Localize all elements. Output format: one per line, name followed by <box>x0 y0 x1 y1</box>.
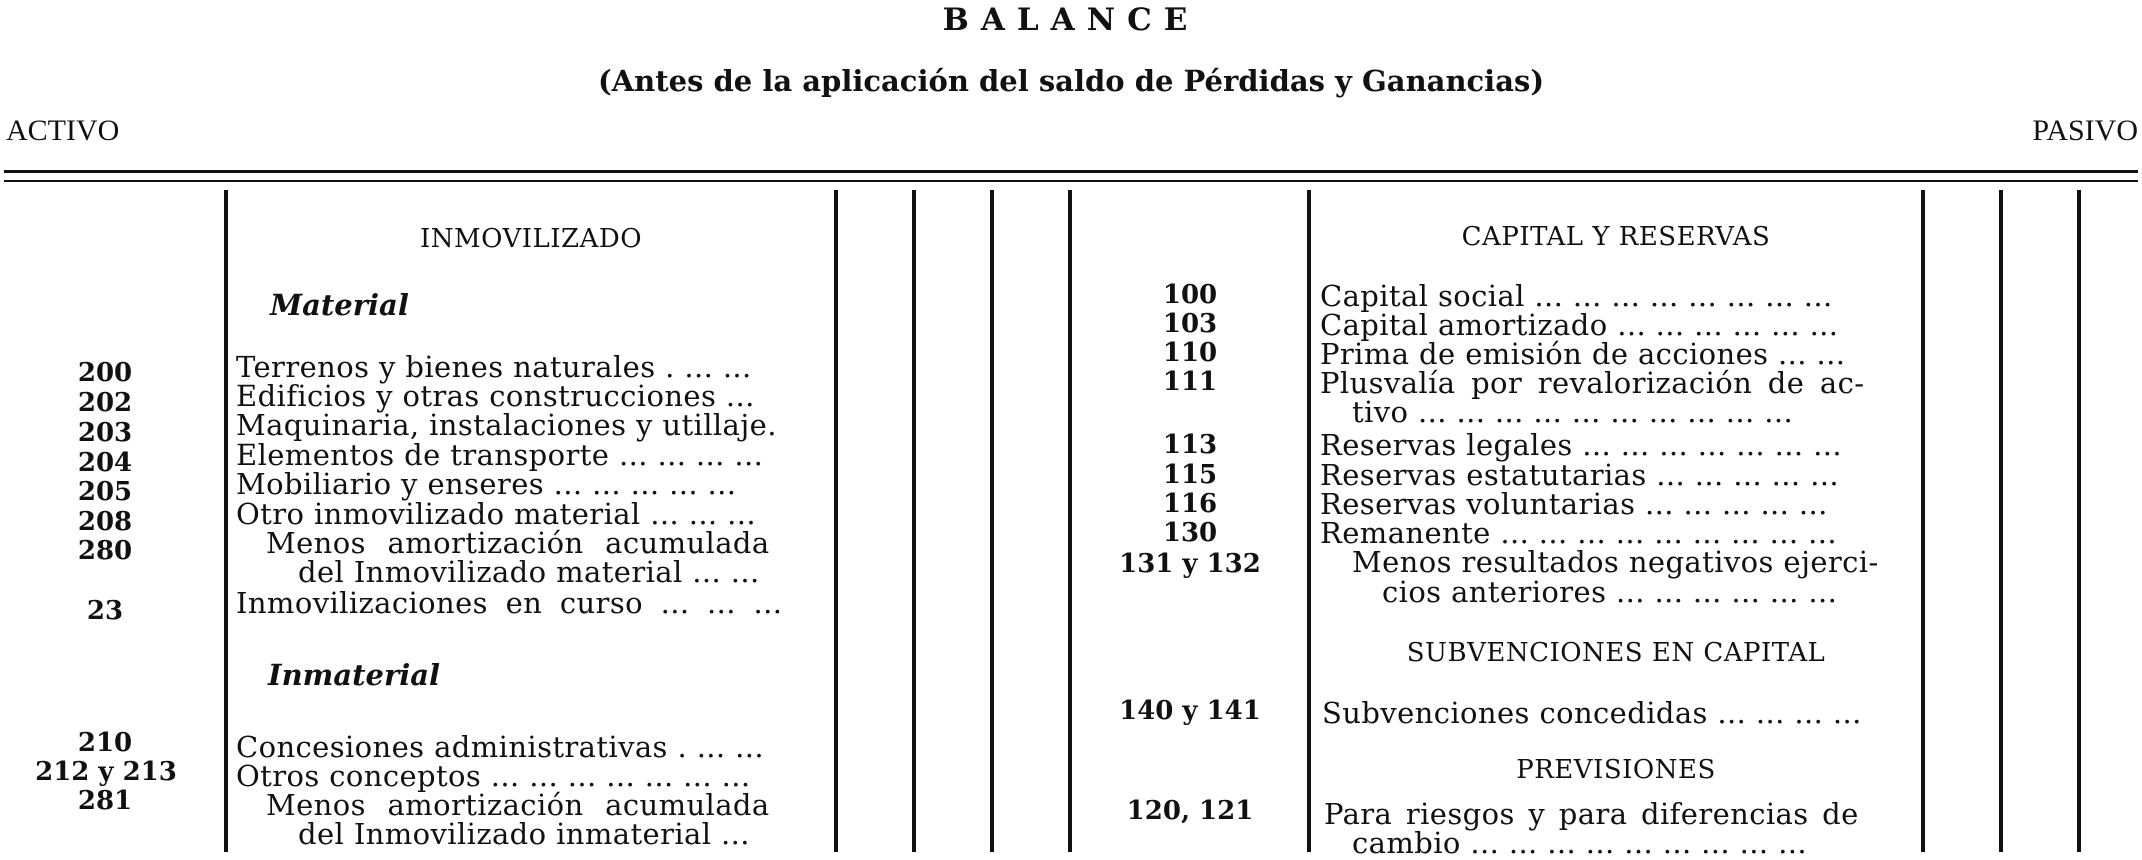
account-label: Terrenos y bienes naturales . ... ... <box>236 350 752 384</box>
account-label-continued: tivo ... ... ... ... ... ... ... ... ... ... <box>1352 395 1794 429</box>
header-rule-top <box>4 170 2138 173</box>
account-label: Menos resultados negativos ejerci- <box>1352 545 1879 579</box>
account-code: 120, 121 <box>1126 796 1254 826</box>
account-code: 131 y 132 <box>1119 549 1261 579</box>
account-code: 210 <box>77 728 133 758</box>
account-label: Remanente ... ... ... ... ... ... ... ... ... <box>1320 516 1837 550</box>
account-label: Menos amortización acumulada <box>266 788 770 822</box>
column-rule <box>1921 190 1925 852</box>
page-title: BALANCE <box>942 2 1200 38</box>
account-code: 205 <box>77 477 133 507</box>
account-code: 281 <box>77 786 133 816</box>
account-code: 113 <box>1162 430 1218 460</box>
account-code: 130 <box>1162 518 1218 548</box>
column-rule <box>912 190 916 852</box>
section-capital-reservas: CAPITAL Y RESERVAS <box>1461 222 1771 252</box>
account-code: 110 <box>1162 338 1218 368</box>
account-code: 111 <box>1162 367 1218 397</box>
section-inmovilizado: INMOVILIZADO <box>419 224 643 254</box>
column-rule <box>224 190 228 852</box>
account-label: Concesiones administrativas . ... ... <box>236 730 765 764</box>
account-label-continued: cambio ... ... ... ... ... ... ... ... ... <box>1352 826 1807 860</box>
column-rule <box>990 190 994 852</box>
account-label: Capital amortizado ... ... ... ... ... ... <box>1320 308 1839 342</box>
account-label: Subvenciones concedidas ... ... ... ... <box>1322 696 1862 730</box>
account-label: Otros conceptos ... ... ... ... ... ... ... <box>236 759 751 793</box>
account-label: Reservas estatutarias ... ... ... ... ... <box>1320 458 1840 492</box>
account-label: Reservas voluntarias ... ... ... ... ... <box>1320 487 1828 521</box>
account-label-continued: del Inmovilizado material ... ... <box>298 555 760 589</box>
account-code: 203 <box>77 418 133 448</box>
account-label-continued: del Inmovilizado inmaterial ... <box>298 817 750 851</box>
account-label: Reservas legales ... ... ... ... ... ... ... <box>1320 428 1842 462</box>
account-code: 103 <box>1162 309 1218 339</box>
account-code: 116 <box>1162 489 1218 519</box>
account-label: Prima de emisión de acciones ... ... <box>1320 337 1846 371</box>
account-code: 23 <box>86 596 124 626</box>
account-code: 100 <box>1162 280 1218 310</box>
column-rule <box>2077 190 2081 852</box>
section-previsiones: PREVISIONES <box>1516 755 1716 785</box>
pasivo-label: PASIVO <box>2032 114 2138 147</box>
account-label: Menos amortización acumulada <box>266 526 770 560</box>
page-subtitle: (Antes de la aplicación del saldo de Pérdidas y Ganancias) <box>597 64 1545 98</box>
account-code: 280 <box>77 536 133 566</box>
activo-label: ACTIVO <box>6 114 120 147</box>
account-code: 212 y 213 <box>35 757 177 787</box>
column-rule <box>1068 190 1072 852</box>
account-label: Mobiliario y enseres ... ... ... ... ... <box>236 467 737 501</box>
account-label: Capital social ... ... ... ... ... ... ... ... <box>1320 279 1833 313</box>
column-rule <box>1999 190 2003 852</box>
subsection-material: Material <box>270 288 409 322</box>
account-label: Edificios y otras construcciones ... <box>236 379 755 413</box>
account-label: Elementos de transporte ... ... ... ... <box>236 438 764 472</box>
section-subvenciones: SUBVENCIONES EN CAPITAL <box>1406 638 1826 668</box>
account-label: Plusvalía por revalorización de ac- <box>1320 366 1865 400</box>
account-label: Otro inmovilizado material ... ... ... <box>236 497 757 531</box>
account-code: 140 y 141 <box>1119 696 1261 726</box>
account-label: Inmovilizaciones en curso ... ... ... <box>236 586 783 620</box>
account-code: 204 <box>77 448 133 478</box>
account-code: 115 <box>1162 460 1218 490</box>
account-code: 200 <box>77 358 133 388</box>
header-rule-bottom <box>4 180 2138 182</box>
column-rule <box>834 190 838 852</box>
subsection-inmaterial: Inmaterial <box>268 658 441 692</box>
account-code: 208 <box>77 507 133 537</box>
account-label: Para riesgos y para diferencias de <box>1324 797 1859 831</box>
account-code: 202 <box>77 388 133 418</box>
column-rule <box>1307 190 1311 852</box>
account-label-continued: cios anteriores ... ... ... ... ... ... <box>1382 575 1838 609</box>
account-label: Maquinaria, instalaciones y utillaje. <box>236 408 777 442</box>
